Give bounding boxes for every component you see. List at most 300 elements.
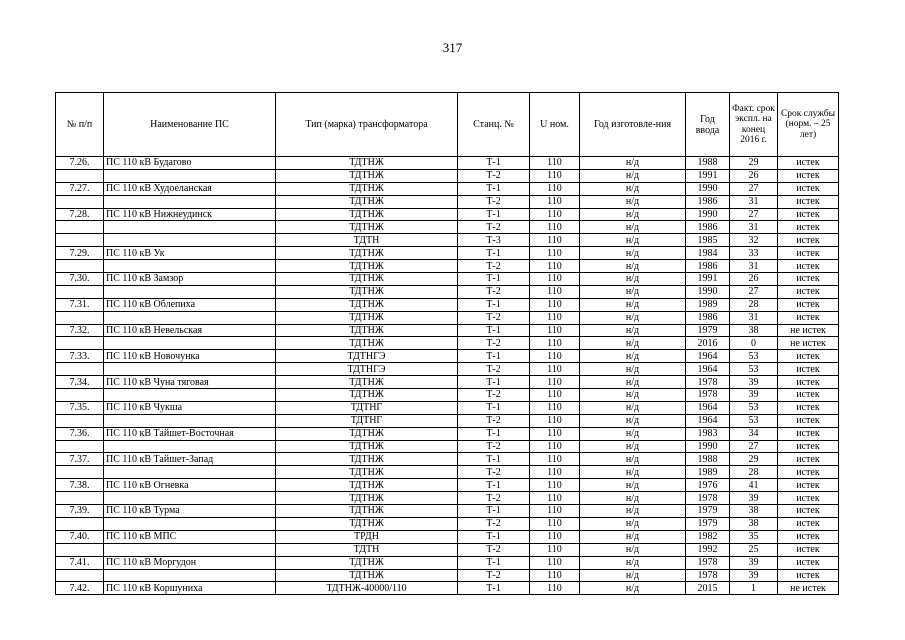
cell-service-life: истек [778, 479, 839, 492]
cell-input-year: 1978 [686, 492, 730, 505]
cell-station-number: Т-2 [458, 440, 530, 453]
cell-input-year: 1985 [686, 234, 730, 247]
cell-transformer-type: ТДТНЖ [276, 285, 458, 298]
cell-service-life: истек [778, 569, 839, 582]
header-name: Наименование ПС [104, 93, 276, 157]
cell-rated-voltage: 110 [530, 582, 580, 595]
cell-num [56, 221, 104, 234]
cell-actual-life: 53 [730, 401, 778, 414]
cell-substation-name: ПС 110 кВ Тайшет-Запад [104, 453, 276, 466]
table-header-row [56, 93, 839, 157]
cell-transformer-type: ТРДН [276, 530, 458, 543]
cell-manufacture-year: н/д [580, 337, 686, 350]
cell-manufacture-year: н/д [580, 311, 686, 324]
cell-manufacture-year: н/д [580, 247, 686, 260]
cell-num [56, 169, 104, 182]
cell-substation-name: ПС 110 кВ Нижнеудинск [104, 208, 276, 221]
table-row [56, 582, 839, 595]
cell-station-number: Т-2 [458, 221, 530, 234]
cell-substation-name [104, 543, 276, 556]
cell-station-number: Т-1 [458, 376, 530, 389]
table-row [56, 234, 839, 247]
cell-manufacture-year: н/д [580, 556, 686, 569]
cell-actual-life: 53 [730, 414, 778, 427]
cell-rated-voltage: 110 [530, 234, 580, 247]
cell-transformer-type: ТДТНЖ [276, 466, 458, 479]
cell-input-year: 1989 [686, 466, 730, 479]
cell-transformer-type: ТДТНЖ [276, 182, 458, 195]
cell-actual-life: 39 [730, 556, 778, 569]
cell-transformer-type: ТДТНЖ-40000/110 [276, 582, 458, 595]
cell-input-year: 1979 [686, 517, 730, 530]
cell-actual-life: 27 [730, 182, 778, 195]
cell-actual-life: 29 [730, 453, 778, 466]
cell-substation-name [104, 389, 276, 402]
cell-substation-name [104, 492, 276, 505]
cell-station-number: Т-1 [458, 324, 530, 337]
table-row [56, 337, 839, 350]
cell-transformer-type: ТДТНЖ [276, 376, 458, 389]
cell-manufacture-year: н/д [580, 376, 686, 389]
cell-service-life: истек [778, 221, 839, 234]
cell-service-life: истек [778, 427, 839, 440]
cell-actual-life: 28 [730, 298, 778, 311]
cell-transformer-type: ТДТНЖ [276, 505, 458, 518]
cell-actual-life: 27 [730, 208, 778, 221]
cell-num [56, 440, 104, 453]
header-type: Тип (марка) трансформатора [276, 93, 458, 157]
cell-num [56, 569, 104, 582]
cell-substation-name [104, 221, 276, 234]
cell-manufacture-year: н/д [580, 453, 686, 466]
cell-service-life: истек [778, 234, 839, 247]
cell-station-number: Т-1 [458, 208, 530, 221]
cell-actual-life: 0 [730, 337, 778, 350]
cell-num [56, 414, 104, 427]
cell-manufacture-year: н/д [580, 363, 686, 376]
cell-station-number: Т-2 [458, 569, 530, 582]
cell-actual-life: 32 [730, 234, 778, 247]
table-row [56, 376, 839, 389]
cell-num [56, 195, 104, 208]
cell-service-life: истек [778, 517, 839, 530]
cell-rated-voltage: 110 [530, 466, 580, 479]
cell-actual-life: 25 [730, 543, 778, 556]
cell-service-life: истек [778, 247, 839, 260]
table-row [56, 195, 839, 208]
cell-service-life: истек [778, 530, 839, 543]
cell-station-number: Т-2 [458, 285, 530, 298]
cell-service-life: истек [778, 298, 839, 311]
cell-input-year: 1986 [686, 260, 730, 273]
cell-transformer-type: ТДТНЖ [276, 324, 458, 337]
table-row [56, 285, 839, 298]
cell-transformer-type: ТДТНЖ [276, 427, 458, 440]
cell-manufacture-year: н/д [580, 324, 686, 337]
cell-substation-name: ПС 110 кВ Замзор [104, 273, 276, 286]
cell-input-year: 1990 [686, 182, 730, 195]
cell-station-number: Т-1 [458, 505, 530, 518]
cell-rated-voltage: 110 [530, 389, 580, 402]
cell-rated-voltage: 110 [530, 479, 580, 492]
cell-actual-life: 38 [730, 324, 778, 337]
cell-transformer-type: ТДТНЖ [276, 337, 458, 350]
cell-actual-life: 26 [730, 169, 778, 182]
table-row [56, 517, 839, 530]
cell-substation-name: ПС 110 кВ Коршуниха [104, 582, 276, 595]
cell-num: 7.42. [56, 582, 104, 595]
cell-input-year: 1978 [686, 556, 730, 569]
cell-manufacture-year: н/д [580, 208, 686, 221]
cell-station-number: Т-2 [458, 466, 530, 479]
cell-station-number: Т-2 [458, 517, 530, 530]
cell-transformer-type: ТДТНЖ [276, 169, 458, 182]
table-row [56, 505, 839, 518]
table-row [56, 247, 839, 260]
cell-num [56, 517, 104, 530]
cell-actual-life: 38 [730, 505, 778, 518]
cell-num [56, 337, 104, 350]
table-row [56, 208, 839, 221]
cell-actual-life: 31 [730, 311, 778, 324]
cell-service-life: истек [778, 505, 839, 518]
cell-manufacture-year: н/д [580, 157, 686, 170]
cell-num: 7.27. [56, 182, 104, 195]
cell-num: 7.40. [56, 530, 104, 543]
cell-transformer-type: ТДТНЖ [276, 569, 458, 582]
cell-actual-life: 28 [730, 466, 778, 479]
table-row [56, 182, 839, 195]
cell-actual-life: 53 [730, 363, 778, 376]
cell-transformer-type: ТДТНЖ [276, 260, 458, 273]
cell-actual-life: 27 [730, 285, 778, 298]
cell-input-year: 1983 [686, 427, 730, 440]
cell-station-number: Т-2 [458, 337, 530, 350]
cell-rated-voltage: 110 [530, 182, 580, 195]
cell-actual-life: 27 [730, 440, 778, 453]
cell-rated-voltage: 110 [530, 492, 580, 505]
cell-rated-voltage: 110 [530, 337, 580, 350]
cell-actual-life: 29 [730, 157, 778, 170]
cell-manufacture-year: н/д [580, 582, 686, 595]
cell-substation-name: ПС 110 кВ Чуна тяговая [104, 376, 276, 389]
cell-transformer-type: ТДТНЖ [276, 440, 458, 453]
cell-manufacture-year: н/д [580, 273, 686, 286]
cell-substation-name: ПС 110 кВ Ук [104, 247, 276, 260]
table-row [56, 479, 839, 492]
cell-manufacture-year: н/д [580, 285, 686, 298]
cell-service-life: истек [778, 363, 839, 376]
table-row [56, 363, 839, 376]
cell-station-number: Т-2 [458, 260, 530, 273]
cell-transformer-type: ТДТНЖ [276, 389, 458, 402]
cell-substation-name: ПС 110 кВ Будагово [104, 157, 276, 170]
cell-actual-life: 1 [730, 582, 778, 595]
cell-rated-voltage: 110 [530, 440, 580, 453]
cell-substation-name [104, 311, 276, 324]
cell-service-life: истек [778, 543, 839, 556]
cell-transformer-type: ТДТНЖ [276, 157, 458, 170]
cell-service-life: истек [778, 440, 839, 453]
cell-input-year: 1990 [686, 285, 730, 298]
cell-num: 7.36. [56, 427, 104, 440]
cell-transformer-type: ТДТНЖ [276, 195, 458, 208]
cell-num: 7.32. [56, 324, 104, 337]
cell-rated-voltage: 110 [530, 505, 580, 518]
cell-substation-name [104, 569, 276, 582]
cell-station-number: Т-1 [458, 247, 530, 260]
header-num: № п/п [56, 93, 104, 157]
cell-station-number: Т-2 [458, 492, 530, 505]
transformer-table [55, 92, 839, 595]
cell-rated-voltage: 110 [530, 350, 580, 363]
cell-input-year: 1986 [686, 311, 730, 324]
cell-substation-name: ПС 110 кВ Огневка [104, 479, 276, 492]
cell-actual-life: 33 [730, 247, 778, 260]
cell-service-life: истек [778, 414, 839, 427]
cell-manufacture-year: н/д [580, 169, 686, 182]
cell-rated-voltage: 110 [530, 260, 580, 273]
cell-service-life: истек [778, 453, 839, 466]
cell-substation-name: ПС 110 кВ Новочунка [104, 350, 276, 363]
cell-transformer-type: ТДТНЖ [276, 221, 458, 234]
cell-service-life: истек [778, 389, 839, 402]
cell-transformer-type: ТДТНЖ [276, 492, 458, 505]
cell-num [56, 260, 104, 273]
table-row [56, 389, 839, 402]
cell-transformer-type: ТДТНЖ [276, 311, 458, 324]
cell-num [56, 311, 104, 324]
cell-station-number: Т-1 [458, 157, 530, 170]
cell-station-number: Т-1 [458, 427, 530, 440]
cell-service-life: истек [778, 157, 839, 170]
cell-manufacture-year: н/д [580, 182, 686, 195]
table-row [56, 311, 839, 324]
cell-service-life: не истек [778, 337, 839, 350]
cell-input-year: 1988 [686, 453, 730, 466]
cell-num [56, 234, 104, 247]
cell-service-life: истек [778, 492, 839, 505]
cell-substation-name [104, 169, 276, 182]
cell-station-number: Т-1 [458, 401, 530, 414]
table-row [56, 169, 839, 182]
table-row [56, 298, 839, 311]
cell-input-year: 1964 [686, 401, 730, 414]
cell-rated-voltage: 110 [530, 324, 580, 337]
cell-station-number: Т-2 [458, 169, 530, 182]
cell-actual-life: 53 [730, 350, 778, 363]
header-manuf-year: Год изготовле-ния [580, 93, 686, 157]
cell-input-year: 1964 [686, 350, 730, 363]
cell-substation-name [104, 517, 276, 530]
cell-rated-voltage: 110 [530, 157, 580, 170]
cell-substation-name: ПС 110 кВ Тайшет-Восточная [104, 427, 276, 440]
cell-station-number: Т-2 [458, 311, 530, 324]
cell-substation-name: ПС 110 кВ Худоеланская [104, 182, 276, 195]
table-row [56, 492, 839, 505]
cell-num: 7.37. [56, 453, 104, 466]
cell-service-life: истек [778, 169, 839, 182]
cell-manufacture-year: н/д [580, 569, 686, 582]
cell-station-number: Т-2 [458, 414, 530, 427]
table-row [56, 466, 839, 479]
cell-rated-voltage: 110 [530, 208, 580, 221]
cell-input-year: 2016 [686, 337, 730, 350]
cell-service-life: истек [778, 260, 839, 273]
cell-service-life: истек [778, 311, 839, 324]
cell-manufacture-year: н/д [580, 298, 686, 311]
cell-input-year: 1978 [686, 569, 730, 582]
cell-input-year: 1964 [686, 363, 730, 376]
header-stan: Станц. № [458, 93, 530, 157]
cell-num [56, 492, 104, 505]
cell-manufacture-year: н/д [580, 530, 686, 543]
cell-num: 7.33. [56, 350, 104, 363]
cell-manufacture-year: н/д [580, 350, 686, 363]
cell-input-year: 1989 [686, 298, 730, 311]
table-row [56, 221, 839, 234]
cell-rated-voltage: 110 [530, 427, 580, 440]
page-number: 317 [442, 40, 463, 55]
cell-manufacture-year: н/д [580, 543, 686, 556]
cell-transformer-type: ТДТНГЭ [276, 363, 458, 376]
cell-transformer-type: ТДТНЖ [276, 479, 458, 492]
cell-manufacture-year: н/д [580, 221, 686, 234]
table-row [56, 440, 839, 453]
cell-input-year: 1978 [686, 376, 730, 389]
cell-transformer-type: ТДТНЖ [276, 208, 458, 221]
cell-transformer-type: ТДТНЖ [276, 247, 458, 260]
cell-station-number: Т-2 [458, 389, 530, 402]
header-unom: U ном. [530, 93, 580, 157]
cell-num: 7.31. [56, 298, 104, 311]
cell-rated-voltage: 110 [530, 569, 580, 582]
table-row [56, 157, 839, 170]
cell-actual-life: 39 [730, 376, 778, 389]
cell-station-number: Т-2 [458, 543, 530, 556]
cell-substation-name [104, 234, 276, 247]
cell-rated-voltage: 110 [530, 543, 580, 556]
cell-input-year: 1988 [686, 157, 730, 170]
cell-input-year: 1992 [686, 543, 730, 556]
table-row [56, 427, 839, 440]
cell-actual-life: 39 [730, 389, 778, 402]
cell-num: 7.38. [56, 479, 104, 492]
cell-substation-name: ПС 110 кВ МПС [104, 530, 276, 543]
cell-substation-name: ПС 110 кВ Моргудон [104, 556, 276, 569]
cell-transformer-type: ТДТНЖ [276, 517, 458, 530]
cell-input-year: 1978 [686, 389, 730, 402]
cell-actual-life: 39 [730, 492, 778, 505]
cell-rated-voltage: 110 [530, 298, 580, 311]
cell-num: 7.26. [56, 157, 104, 170]
header-input-year: Год ввода [686, 93, 730, 157]
cell-input-year: 1991 [686, 169, 730, 182]
cell-num: 7.39. [56, 505, 104, 518]
cell-actual-life: 38 [730, 517, 778, 530]
table-row [56, 324, 839, 337]
cell-station-number: Т-1 [458, 298, 530, 311]
cell-service-life: истек [778, 376, 839, 389]
cell-service-life: истек [778, 556, 839, 569]
cell-transformer-type: ТДТН [276, 543, 458, 556]
cell-num: 7.29. [56, 247, 104, 260]
cell-transformer-type: ТДТНЖ [276, 298, 458, 311]
cell-input-year: 1976 [686, 479, 730, 492]
cell-transformer-type: ТДТНЖ [276, 453, 458, 466]
cell-rated-voltage: 110 [530, 376, 580, 389]
cell-rated-voltage: 110 [530, 247, 580, 260]
cell-service-life: истек [778, 466, 839, 479]
cell-substation-name [104, 414, 276, 427]
cell-actual-life: 31 [730, 260, 778, 273]
cell-substation-name [104, 260, 276, 273]
cell-manufacture-year: н/д [580, 517, 686, 530]
cell-rated-voltage: 110 [530, 414, 580, 427]
cell-rated-voltage: 110 [530, 285, 580, 298]
cell-manufacture-year: н/д [580, 440, 686, 453]
cell-num: 7.41. [56, 556, 104, 569]
cell-rated-voltage: 110 [530, 273, 580, 286]
cell-manufacture-year: н/д [580, 234, 686, 247]
cell-transformer-type: ТДТНГЭ [276, 350, 458, 363]
cell-station-number: Т-1 [458, 350, 530, 363]
cell-rated-voltage: 110 [530, 221, 580, 234]
cell-station-number: Т-2 [458, 363, 530, 376]
cell-rated-voltage: 110 [530, 311, 580, 324]
table-row [56, 569, 839, 582]
cell-station-number: Т-3 [458, 234, 530, 247]
cell-actual-life: 31 [730, 195, 778, 208]
cell-service-life: не истек [778, 582, 839, 595]
cell-rated-voltage: 110 [530, 169, 580, 182]
cell-service-life: истек [778, 350, 839, 363]
cell-input-year: 1986 [686, 221, 730, 234]
cell-substation-name [104, 440, 276, 453]
cell-substation-name [104, 195, 276, 208]
cell-actual-life: 31 [730, 221, 778, 234]
table-row [56, 453, 839, 466]
cell-transformer-type: ТДТНЖ [276, 556, 458, 569]
cell-substation-name: ПС 110 кВ Невельская [104, 324, 276, 337]
cell-rated-voltage: 110 [530, 363, 580, 376]
cell-substation-name: ПС 110 кВ Облепиха [104, 298, 276, 311]
cell-station-number: Т-1 [458, 479, 530, 492]
cell-service-life: истек [778, 208, 839, 221]
cell-input-year: 1990 [686, 208, 730, 221]
cell-rated-voltage: 110 [530, 530, 580, 543]
cell-substation-name [104, 337, 276, 350]
cell-num [56, 543, 104, 556]
cell-service-life: истек [778, 401, 839, 414]
header-fact-life: Факт. срок экспл. на конец 2016 г. [730, 93, 778, 157]
cell-actual-life: 39 [730, 569, 778, 582]
cell-station-number: Т-1 [458, 182, 530, 195]
cell-station-number: Т-1 [458, 530, 530, 543]
cell-rated-voltage: 110 [530, 517, 580, 530]
cell-input-year: 1990 [686, 440, 730, 453]
cell-transformer-type: ТДТНГ [276, 401, 458, 414]
cell-input-year: 1991 [686, 273, 730, 286]
table-row [56, 556, 839, 569]
cell-service-life: истек [778, 195, 839, 208]
cell-num: 7.35. [56, 401, 104, 414]
cell-input-year: 1984 [686, 247, 730, 260]
table-row [56, 414, 839, 427]
cell-num: 7.34. [56, 376, 104, 389]
table-row [56, 401, 839, 414]
cell-substation-name: ПС 110 кВ Чукша [104, 401, 276, 414]
